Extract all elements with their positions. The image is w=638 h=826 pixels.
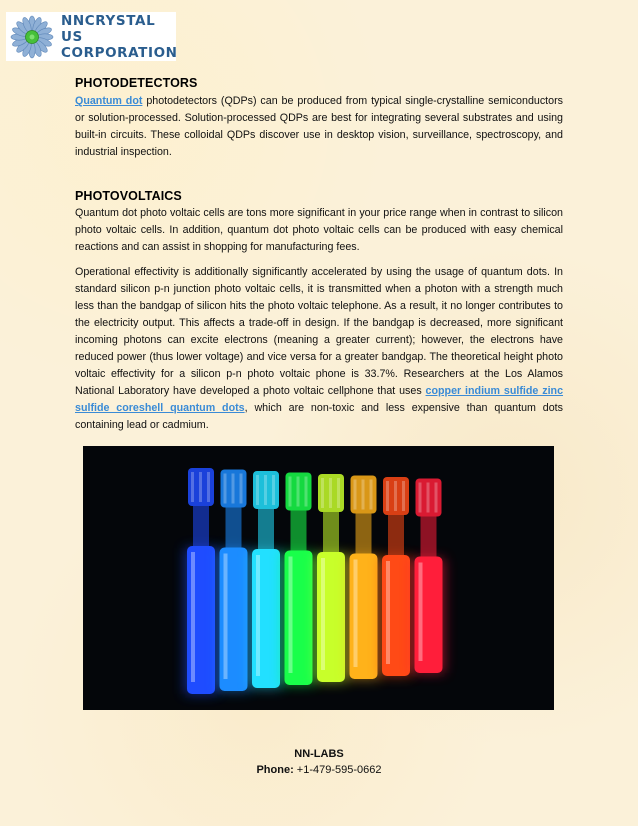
vial [315, 474, 347, 682]
page-footer [0, 746, 638, 778]
photodetectors-paragraph [75, 93, 563, 161]
photodetectors-body: photodetectors (QDPs) can be produced from typical single-crystalline semiconductors or solution-processed. Solution-processed QDPs are best for integrating several substrates and using built-in circuits. These colloidal QDPs discover use in desktop vision, surveillance, spectroscopy, and industrial inspection. [75, 95, 563, 158]
company-logo [6, 12, 176, 61]
vial [250, 471, 282, 688]
coreshell-quantum-dots-link[interactable]: copper indium sulfide zinc sulfide coreshell quantum dots [75, 385, 564, 414]
flower-logo-icon [10, 15, 54, 59]
quantum-dot-link[interactable]: Quantum dot [75, 95, 143, 107]
photovoltaics-paragraph-1: Quantum dot photo voltaic cells are tons more significant in your price range when in contrast to silicon photo voltaic cells. In addition, quantum dot photo voltaic cells can be produced with easy chemical reactions and can assist in shopping for manufacturing fees. [75, 207, 563, 253]
vial [185, 468, 217, 694]
photodetectors-section [75, 76, 563, 161]
logo-line-2: CORPORATION [61, 44, 178, 61]
vials-illustration [83, 446, 554, 710]
footer-org-name: NN-LABS [294, 748, 344, 760]
logo-wordmark [61, 13, 178, 61]
vial [348, 476, 380, 680]
photovoltaics-paragraph-2-end: , which are non-toxic and less expensive than quantum dots containing lead or cadmium. [75, 402, 563, 431]
phone-label: Phone: [256, 764, 294, 776]
logo-line-1: NNCRYSTAL US [61, 12, 156, 45]
article-content [75, 76, 563, 434]
quantum-dot-vials-photo [83, 446, 554, 710]
phone-number: +1-479-595-0662 [293, 764, 382, 776]
section-heading-photovoltaics: PHOTOVOLTAICS [75, 189, 182, 203]
photovoltaics-paragraph-2-start: Operational effectivity is additionally significantly accelerated by using the usage of quantum dots. In standard silicon p-n junction photo voltaic cells, it is transmitted when a photon with a strength much less than the bandgap of silicon hits the photo voltaic telephone. As a result, it no longer contributes to the electricity output. This affects a trade-off in design. If the bandgap is decreased, more significant incoming photons can excite electrons (meaning a greater current); however, the electrons have reduced power (thus lower voltage) and vice versa for a greater bandgap. The theoretical height photo voltaic effectivity for a silicon p-n photo voltaic phone is 33.7%. Researchers at the Los Alamos National Laboratory have developed a photo voltaic cellphone that uses [75, 266, 563, 397]
footer-phone [0, 762, 638, 778]
vial [413, 479, 445, 674]
section-heading-photodetectors: PHOTODETECTORS [75, 76, 198, 90]
photovoltaics-section [75, 189, 563, 434]
vial [218, 470, 250, 692]
photovoltaics-paragraph-2 [75, 264, 563, 434]
vial [283, 473, 315, 686]
vial [380, 477, 412, 676]
